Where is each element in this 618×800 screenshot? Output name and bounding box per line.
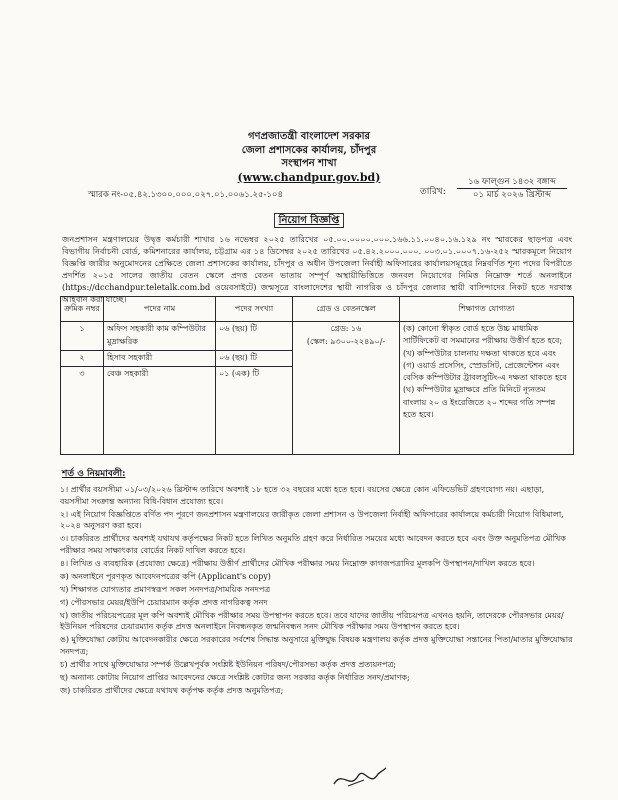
- term-item: ৩। চাকরিরত প্রার্থীদের অবশ্যই যথাযথ কর্তৃপক্ষের নিকট হতে লিখিত অনুমতি গ্রহণ করে নির্ধারিত সময়ের মধ্যে আবেদন করতে হবে এবং উক্ত অনুমতিপত্র মৌখিক পরীক্ষার সময় সাক্ষাৎকার বোর্ডের নিকট দাখিল করতে হবে।: [60, 534, 566, 555]
- term-item: ঘ) জাতীয় পরিচয়পত্রের মূল কপি অবশ্যই মৌখিক পরীক্ষার সময় উপস্থাপন করতে হবে। তবে যাদের জাতীয় পরিচয়পত্র এখনও হয়নি, তাদেরকে পৌরসভার মেয়র/ইউনিয়ন পরিষদের চেয়ারম্যান কর্তৃক প্রদত্ত অনলাইনে নিবন্ধনকৃত জন্মনিবন্ধন সনদ মৌখিক পরীক্ষার সময় উপস্থাপন করতে হবে।: [60, 610, 564, 632]
- qualification-item: (গ) ওয়ার্ড প্রসেসিং, স্প্রেডসিট, প্রেজেন্টেশন এবং বেসিক কম্পিউটার ট্রাবলসুটিং-এ দক্ষতা থাকতে হবে: [403, 360, 567, 383]
- col-serial: ক্রমিক নম্বর: [61, 297, 104, 322]
- term-item: গ) পৌরসভার মেয়র/ইউপি চেয়ারম্যান কর্তৃক প্রদত্ত নাগরিকত্ব সনদ: [60, 597, 268, 607]
- qualification-item: (ঘ) কম্পিউটার মুদ্রাক্ষরে প্রতি মিনিটে ন্যূনতম বাংলায় ২০ ও ইংরেজিতে ২০ শব্দের গতি সম্পন্ন হতে হবে।: [403, 385, 556, 420]
- notice-title: নিয়োগ বিজ্ঞপ্তি: [274, 213, 345, 228]
- intro-paragraph: জনপ্রশাসন মন্ত্রণালয়ের উদ্বৃত্ত কর্মচারী শাখার ১৬ নভেম্বর ২০২৫ তারিখের ০৫.০০.০০০০.০০০.১৬৬.১১.০০৪০.১৬.১২৯ নং স্মারকের ছাড়পত্র এবং বিভাগীয় নির্বাচনী বোর্ড, কমিশনারের কার্যালয়, চট্টগ্রাম এর ১৪ ডিসেম্বর ২০২৫ তারিখের ০৫.৪২.২০০০.০০০. ০০৩.০১.০০০৭.১৬-২৫২ স্মারকমূলে নিয়োগ বিজ্ঞপ্তি জারীর অনুমোদনের প্রেক্ষিতে জেলা প্রশাসকের কার্যালয়, চাঁদপুর ও অধীন উপজেলা নির্বাহী অফিসারের কার্যালয়সমূহের নিম্নবর্ণিত শূন্য পদের বিপরীতে প্রদর্শিত ২০১৫ সালের জাতীয় বেতন স্কেলে প্রদত্ত বেতন ভাতায় সম্পূর্ণ অস্থায়ীভিত্তিতে জনবল নিয়োগের নিমিত্ত নিম্নোক্ত শর্তে অনলাইনে (https://dcchandpur.teletalk.com.bd ওয়েবসাইটে) জন্মসূত্রে বাংলাদেশের স্থায়ী নাগরিক ও চাঁদপুর জেলার স্থায়ী বাসিন্দাদের নিকট হতে দরখাস্ত আহবান করা যাচ্ছে।: [62, 234, 572, 305]
- row-post-name: হিসাব সহকারী: [104, 351, 216, 367]
- term-item: ঙ) মুক্তিযোদ্ধা কোটায় আবেদনকারীর ক্ষেত্রে সরকারের সর্বশেষ সিদ্ধান্ত অনুসারে মুক্তিযুদ্ধ বিষয়ক মন্ত্রণালয় কর্তৃক প্রদত্ত মুক্তিযোদ্ধা সন্তানের পিতা/মাতার মুক্তিযোদ্ধার সনদপত্র;: [60, 635, 573, 656]
- qualification-item: (ক) কোনো স্বীকৃত বোর্ড হতে উচ্চ মাধ্যমিক সার্টিফিকেট বা সমমানের পরীক্ষায় উত্তীর্ণ হতে হবে;: [403, 324, 563, 346]
- signature-mark: [330, 762, 390, 794]
- term-item: খ) শিক্ষাগত যোগ্যতার প্রমাণস্বরূপ সকল সনদপত্র/সাময়িক সনদপত্র: [60, 584, 271, 594]
- qualification-item: (খ) কম্পিউটার চালনায় দক্ষতা থাকতে হবে এবং: [403, 348, 556, 358]
- term-item: ১। প্রার্থীর বয়সসীমা ০১/০৩/২০২৬ খ্রিস্টাব্দ তারিখে অবশ্যই ১৮ হতে ৩২ বছরের মধ্যে হতে হবে। বয়সের ক্ষেত্রে কোন এফিডেভিট গ্রহণযোগ্য নয়। এছাড়া, বয়সসীমা সংক্রান্ত অন্যান্য বিধি-বিধান প্রযোজ্য হবে।: [60, 485, 545, 506]
- row-post-name: অফিস সহকারী কাম কম্পিউটার মুদ্রাক্ষরিক: [104, 322, 216, 351]
- terms-heading: শর্ত ও নিয়মাবলী:: [62, 469, 126, 479]
- scale-text: (স্কেল: ৯৩০০-২২৪৯০/-: [306, 337, 386, 346]
- website-link[interactable]: (www.chandpur.gov.bd): [237, 170, 381, 184]
- row-post-count: ০৬ (ছয়) টি: [216, 322, 293, 351]
- term-item: জ) চাকরিরত প্রার্থীদের ক্ষেত্রে যথাযথ কর্তৃপক্ষ কর্তৃক প্রদত্ত অনুমতিপত্র;: [60, 685, 284, 695]
- govt-title: গণপ্রজাতন্ত্রী বাংলাদেশ সরকার: [248, 131, 370, 142]
- memo-number: স্মারক নং-০৫.৪২.১৩০০.০০০.০২৭.০১.০০৬১.২৫-১০৪: [88, 190, 283, 200]
- table-row: [61, 322, 574, 351]
- row-post-name: বেঞ্চ সহকারী: [104, 367, 216, 455]
- grade-cell: [293, 322, 400, 455]
- notice-title-wrap: [0, 208, 618, 230]
- qualification-cell: [400, 322, 574, 455]
- section-name: সংস্থাপন শাখা: [281, 158, 337, 169]
- term-item: ছ) অন্যান্য কোটায় নিয়োগ প্রাপ্তির আবেদনের ক্ষেত্রে সংশ্লিষ্ট কোটার জন্য সরকার কর্তৃক নির্ধারিত সনদ/প্রমাণক;: [60, 672, 410, 682]
- terms-list: [60, 484, 574, 698]
- date-english: ০১ মার্চ ২০২৬ খ্রিস্টাব্দ: [473, 190, 551, 200]
- col-post-name: পদের নাম: [104, 297, 216, 322]
- row-serial: ৩: [61, 367, 104, 455]
- grade-text: গ্রেড: ১৬: [330, 324, 362, 333]
- table-header-row: [61, 297, 574, 322]
- col-post-count: পদের সংখ্যা: [216, 297, 293, 322]
- office-name: জেলা প্রশাসকের কার্যালয়, চাঁদপুর: [241, 144, 377, 156]
- col-grade: গ্রেড ও বেতনস্কেল: [293, 297, 400, 322]
- row-post-count: ০৬ (ছয়) টি: [216, 351, 293, 367]
- date-label: তারিখ:: [420, 187, 446, 197]
- date-block: [457, 176, 567, 201]
- term-item: ৪। লিখিত ও ব্যবহারিক (প্রযোজ্য ক্ষেত্রে) পরীক্ষায় উত্তীর্ণ প্রার্থীদের মৌখিক পরীক্ষার সময় নিম্নোক্ত কাগজপত্রাদির মূলকপি উপস্থাপন/দাখিল করতে হবে।: [60, 558, 535, 568]
- row-serial: ২: [61, 351, 104, 367]
- row-post-count: ০১ (এক) টি: [216, 367, 293, 455]
- col-qualification: শিক্ষাগত যোগ্যতা: [400, 297, 574, 322]
- posts-table: [60, 296, 574, 455]
- date-bangla: ১৬ ফাল্গুন ১৪৩২ বঙ্গাব্দ: [457, 176, 567, 189]
- row-serial: ১: [61, 322, 104, 351]
- term-item: ২। এই নিয়োগ বিজ্ঞপ্তিতে বর্ণিত পদ পূরণে জনপ্রশাসন মন্ত্রণালয়ের জারীকৃত জেলা প্রশাসন ও উপজেলা নির্বাহী অফিসারের কার্যালয়ে কর্মচারী নিয়োগ বিধিমালা, ২০২৪ অনুসরণ করা হবে।: [60, 509, 564, 531]
- term-item: ক) অনলাইনে পূরণকৃত আবেদনপত্রের কপি (Applicant's copy): [60, 571, 271, 581]
- term-item: চ) প্রার্থীর সাথে মুক্তিযোদ্ধার সম্পর্ক উল্লেখপূর্বক সংশ্লিষ্ট ইউনিয়ন পরিষদ/পৌরসভা কর্তৃক প্রদত্ত প্রত্যয়নপত্র;: [60, 659, 397, 669]
